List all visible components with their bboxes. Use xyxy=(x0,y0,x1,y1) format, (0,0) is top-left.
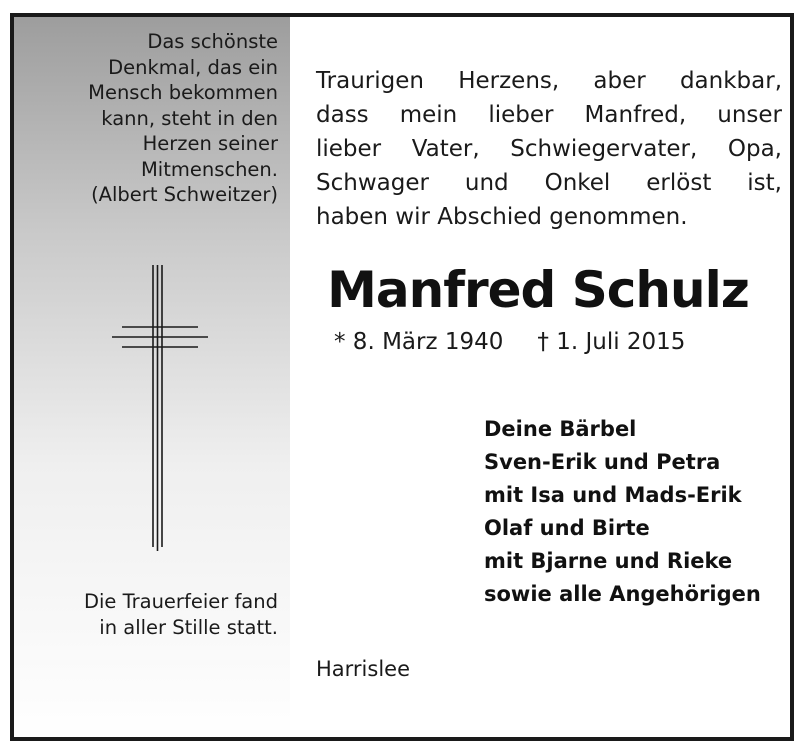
family-line: Olaf und Birte xyxy=(484,516,650,540)
memorial-quote xyxy=(28,29,278,208)
family-line: Sven-Erik und Petra xyxy=(484,450,721,474)
intro-text xyxy=(316,64,782,234)
quote-line: Denkmal, das ein xyxy=(108,55,278,79)
intro-line: haben wir Abschied genommen. xyxy=(316,204,688,230)
deceased-name: Manfred Schulz xyxy=(327,261,749,319)
cross-icon xyxy=(110,265,210,551)
ceremony-note xyxy=(18,589,278,640)
quote-author: (Albert Schweitzer) xyxy=(91,183,278,206)
ceremony-line: in aller Stille statt. xyxy=(99,615,278,639)
birth-date: * 8. März 1940 xyxy=(334,329,504,355)
place-name: Harrislee xyxy=(316,657,411,681)
family-line: mit Bjarne und Rieke xyxy=(484,549,733,573)
quote-line: Herzen seiner xyxy=(142,132,278,155)
quote-line: Mensch bekommen xyxy=(88,81,278,104)
quote-line: kann, steht in den xyxy=(101,106,278,130)
family-line: Deine Bärbel xyxy=(484,417,637,441)
obituary-notice xyxy=(10,13,794,741)
intro-line: lieber Vater, Schwiegervater, Opa, xyxy=(316,136,782,162)
quote-line: Mitmenschen. xyxy=(140,157,278,181)
intro-line: Schwager und Onkel erlöst ist, xyxy=(316,170,782,196)
family-line: sowie alle Angehörigen xyxy=(484,582,761,606)
sidebar-panel xyxy=(14,13,290,741)
intro-line: dass mein lieber Manfred, unser xyxy=(316,102,782,128)
ceremony-line: Die Trauerfeier fand xyxy=(83,590,278,613)
family-signatures xyxy=(484,413,784,611)
family-line: mit Isa und Mads-Erik xyxy=(484,483,742,507)
death-date: † 1. Juli 2015 xyxy=(537,329,686,355)
life-dates xyxy=(334,329,754,355)
intro-line: Traurigen Herzens, aber dankbar, xyxy=(316,68,782,94)
quote-line: Das schönste xyxy=(147,30,278,53)
